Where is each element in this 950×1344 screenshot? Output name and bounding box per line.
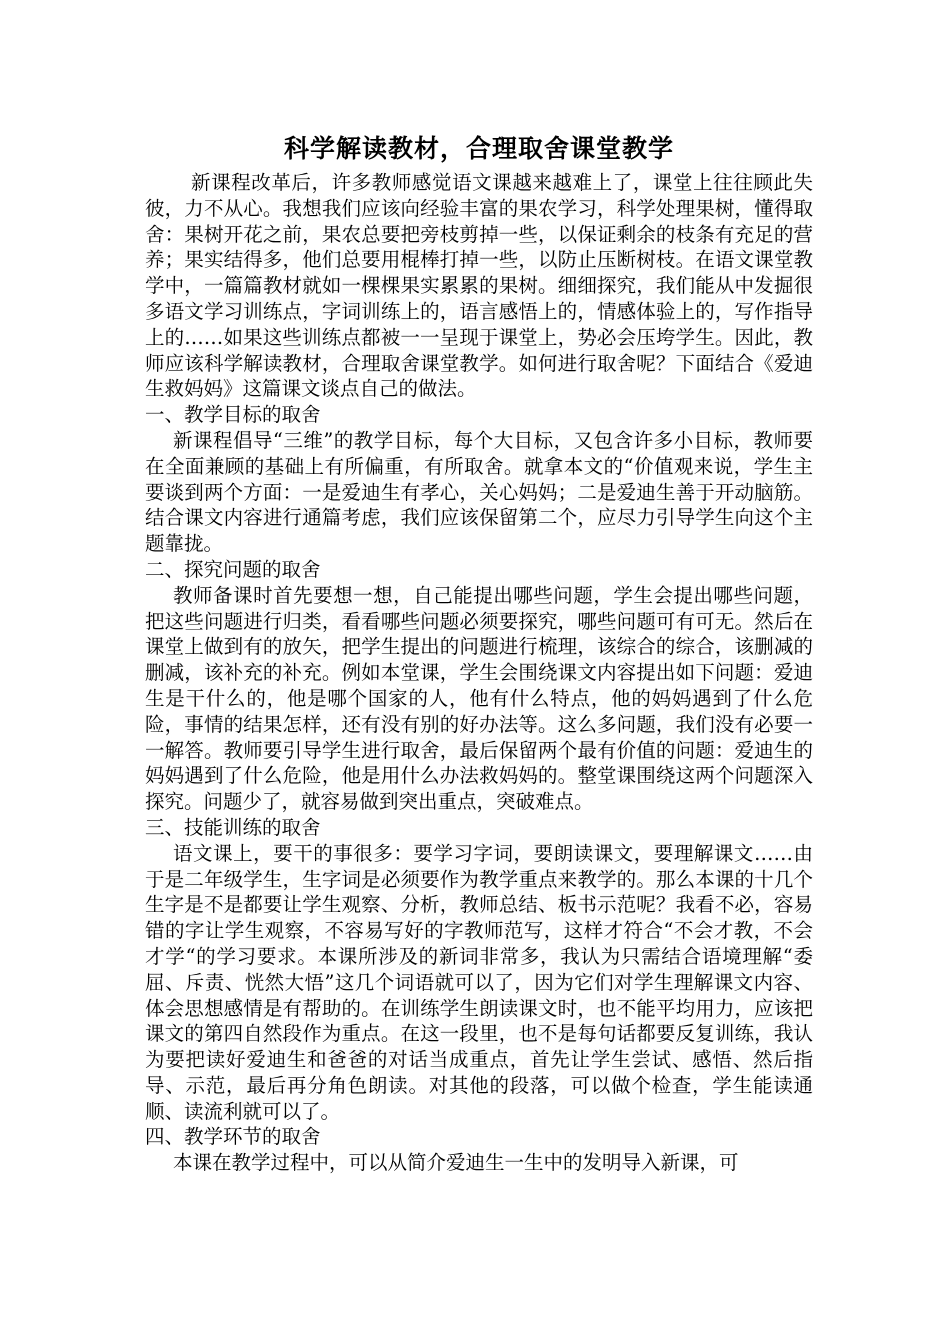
section-heading-4: 四、教学环节的取舍 [145,1125,321,1149]
section-body-2: 教师备课时首先要想一想，自己能提出哪些问题，学生会提出哪些问题，把这些问题进行归类，看看哪些问题必须要探究，哪些问题可有可无。然后在课堂上做到有的放矢，把学生提出的问题进行梳理，该综合的综合，该删减的删减，该补充的补充。例如本堂课，学生会围绕课文内容提出如下问题：爱迪生是干什么的，他是哪个国家的人，他有什么特点，他的妈妈遇到了什么危险，事情的结果怎样，还有没有别的好办法等。这么多问题，我们没有必要一一解答。教师要引导学生进行取舍，最后保留两个最有价值的问题：爱迪生的妈妈遇到了什么危险，他是用什么办法救妈妈的。整堂课围绕这两个问题深入探究。问题少了，就容易做到突出重点，突破难点。 [145,583,813,814]
document-content [145,130,813,1176]
intro-paragraph: 新课程改革后，许多教师感觉语文课越来越难上了，课堂上往往顾此失彼，力不从心。我想我们应该向经验丰富的果农学习，科学处理果树，懂得取舍：果树开花之前，果农总要把旁枝剪掉一些，以保证剩余的枝条有充足的营养；果实结得多，他们总要用棍棒打掉一些，以防止压断树枝。在语文课堂教学中，一篇篇教材就如一棵棵果实累累的果树。细细探究，我们能从中发掘很多语文学习训练点，字词训练上的，语言感悟上的，情感体验上的，写作指导上的……如果这些训练点都被一一呈现于课堂上，势必会压垮学生。因此，教师应该科学解读教材，合理取舍课堂教学。如何进行取舍呢？下面结合《爱迪生救妈妈》这篇课文谈点自己的做法。 [145,171,813,401]
section-heading-1: 一、教学目标的取舍 [145,403,321,427]
section-body-1: 新课程倡导“三维”的教学目标，每个大目标，又包含许多小目标，教师要在全面兼顾的基础上有所偏重，有所取舍。就拿本文的“价值观来说，学生主要谈到两个方面：一是爱迪生有孝心，关心妈妈；二是爱迪生善于开动脑筋。结合课文内容进行通篇考虑，我们应该保留第二个，应尽力引导学生向这个主题靠拢。 [145,428,813,556]
section-heading-3: 三、技能训练的取舍 [145,815,321,839]
section-heading-2: 二、探究问题的取舍 [145,557,321,581]
section-body-4: 本课在教学过程中，可以从简介爱迪生一生中的发明导入新课，可 [173,1151,739,1175]
section-body-3: 语文课上，要干的事很多：要学习字词，要朗读课文，要理解课文……由于是二年级学生，生字词是必须要作为教学重点来教学的。那么本课的十几个生字是不是都要让学生观察、分析，教师总结、板书示范呢？我看不必，容易错的字让学生观察，不容易写好的字教师范写，这样才符合“不会才教，不会才学“的学习要求。本课所涉及的新词非常多，我认为只需结合语境理解“委屈、斥责、恍然大悟”这几个词语就可以了，因为它们对学生理解课文内容、体会思想感情是有帮助的。在训练学生朗读课文时，也不能平均用力，应该把课文的第四自然段作为重点。在这一段里，也不是每句话都要反复训练，我认为要把读好爱迪生和爸爸的对话当成重点，首先让学生尝试、感悟、然后指导、示范，最后再分角色朗读。对其他的段落，可以做个检查，学生能读通顺、读流利就可以了。 [145,841,813,1123]
document-title: 科学解读教材，合理取舍课堂教学 [283,134,674,163]
